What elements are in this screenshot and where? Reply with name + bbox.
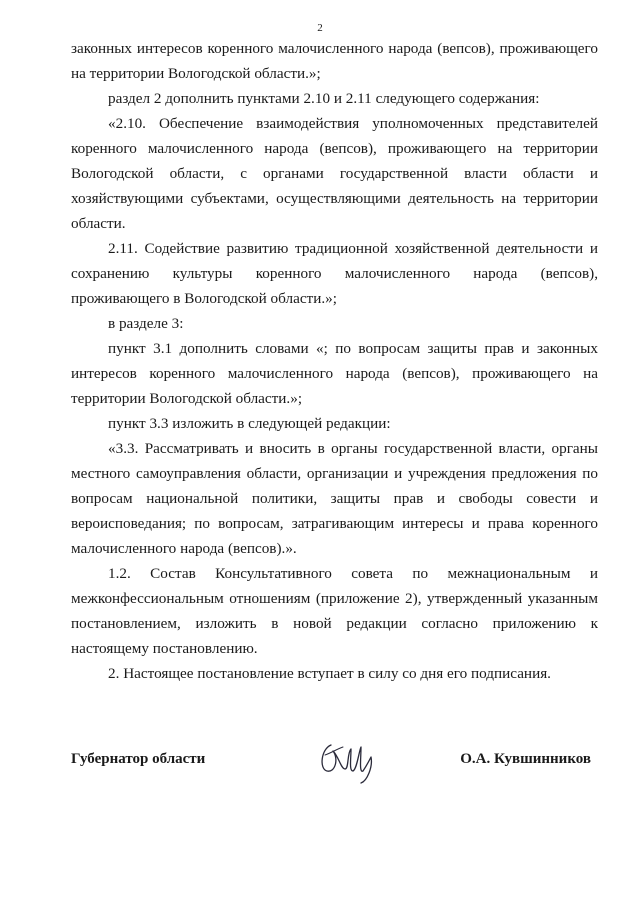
paragraph-5: в разделе 3: bbox=[108, 315, 184, 332]
signatory-title: Губернатор области bbox=[71, 751, 206, 767]
document-body bbox=[71, 36, 598, 686]
signatory-name: О.А. Кувшинников bbox=[460, 751, 591, 767]
paragraph-2: раздел 2 дополнить пунктами 2.10 и 2.11 следующего содержания: bbox=[108, 90, 540, 107]
paragraph-3: «2.10. Обеспечение взаимодействия уполномоченных представителей коренного малочисленного народа (вепсов), проживающего на территории Вологодской области, с органами государственной власти области и хозяйствующими субъектами, осуществляющими деятельность на территории области. bbox=[71, 115, 598, 232]
paragraph-7: пункт 3.3 изложить в следующей редакции: bbox=[108, 415, 391, 432]
paragraph-1: законных интересов коренного малочисленного народа (вепсов), проживающего на территории Вологодской области.»; bbox=[71, 40, 598, 82]
paragraph-4: 2.11. Содействие развитию традиционной хозяйственной деятельности и сохранению культуры коренного малочисленного народа (вепсов), проживающего в Вологодской области.»; bbox=[71, 240, 598, 307]
paragraph-6: пункт 3.1 дополнить словами «; по вопросам защиты прав и законных интересов коренного малочисленного народа (вепсов), проживающего на территории Вологодской области.»; bbox=[71, 340, 598, 407]
paragraph-8: «3.3. Рассматривать и вносить в органы государственной власти, органы местного самоуправления области, организации и учреждения предложения по вопросам национальной политики, защиты прав и свободы совести и вероисповедания; по вопросам, затрагивающим интересы и права коренного малочисленного народа (вепсов).». bbox=[71, 440, 598, 557]
signature-block bbox=[71, 735, 591, 795]
handwritten-signature-icon bbox=[317, 735, 379, 785]
paragraph-9: 1.2. Состав Консультативного совета по межнациональным и межконфессиональным отношениям (приложение 2), утвержденный указанным постановлением, изложить в новой редакции согласно приложению к настоящему постановлению. bbox=[71, 565, 598, 657]
page-number: 2 bbox=[317, 22, 323, 34]
paragraph-10: 2. Настоящее постановление вступает в силу со дня его подписания. bbox=[108, 665, 551, 682]
